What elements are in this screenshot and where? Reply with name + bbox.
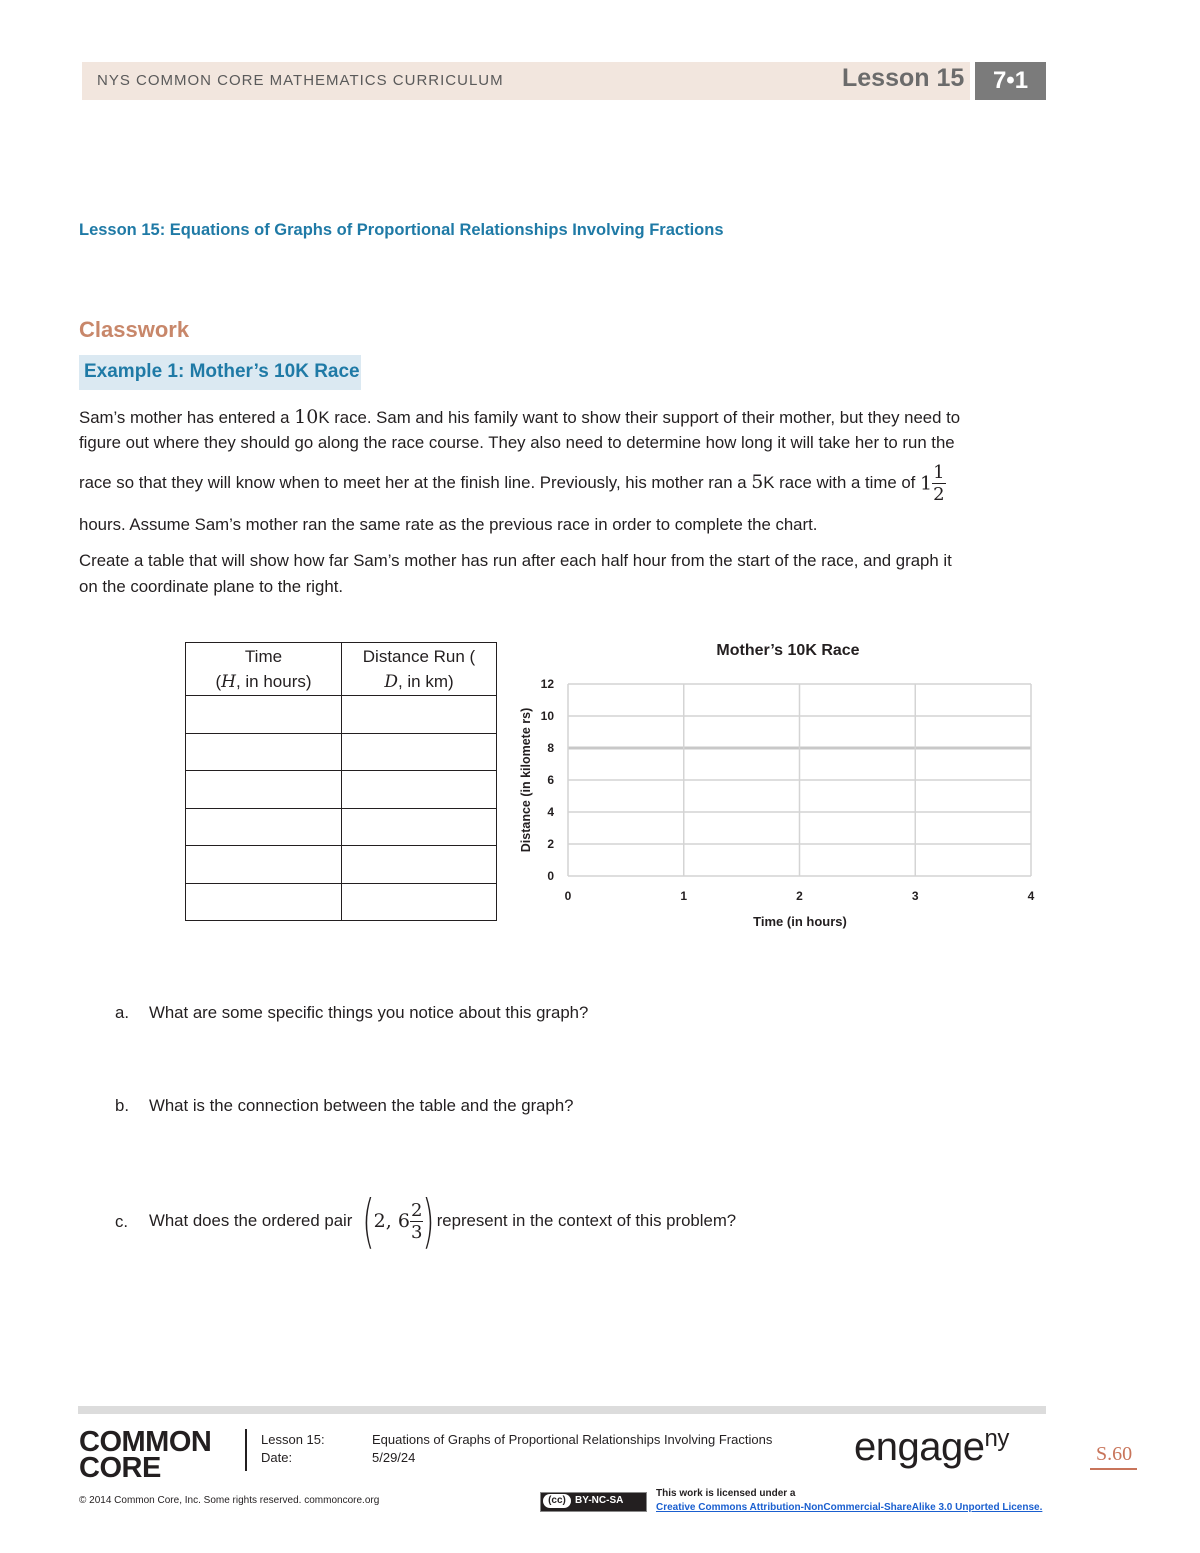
grade-module-badge: 7•1 bbox=[975, 62, 1046, 100]
text-run: Sam’s mother has entered a bbox=[79, 408, 295, 427]
paragraph-line: Create a table that will show how far Sam’s mother has run after each half hour from the start of the race, and graph it bbox=[79, 551, 952, 570]
variable-h: H bbox=[221, 671, 236, 692]
math-number: 5 bbox=[751, 470, 764, 493]
y-tick-label: 2 bbox=[547, 837, 554, 851]
lesson-title: Lesson 15: Equations of Graphs of Proportional Relationships Involving Fractions bbox=[79, 221, 724, 239]
header-text: Distance Run ( bbox=[362, 646, 476, 666]
table-cell-distance[interactable] bbox=[342, 883, 497, 921]
table-row bbox=[186, 846, 497, 884]
engageny-logo bbox=[854, 1425, 1009, 1470]
close-paren: ) bbox=[422, 1187, 435, 1255]
table-cell-distance[interactable] bbox=[342, 733, 497, 771]
variable-d: D bbox=[384, 671, 398, 692]
fraction-numerator: 1 bbox=[933, 462, 945, 483]
chart-title: Mother’s 10K Race bbox=[716, 642, 860, 659]
example-title: Example 1: Mother’s 10K Race bbox=[84, 361, 360, 382]
table-cell-time[interactable] bbox=[186, 733, 342, 771]
question-c-label: c. bbox=[115, 1212, 129, 1231]
fraction-denominator: 3 bbox=[410, 1221, 423, 1243]
header-text: , in hours) bbox=[235, 671, 312, 691]
table-row bbox=[186, 696, 497, 734]
paragraph-line bbox=[79, 407, 960, 428]
footer-date-value: 5/29/24 bbox=[372, 1450, 416, 1465]
text-run: K race. Sam and his family want to show their support of their mother, but they need to bbox=[318, 408, 961, 427]
ny-text: ny bbox=[984, 1425, 1009, 1452]
cc-license-badge[interactable] bbox=[540, 1492, 647, 1512]
pair-x-and-whole: 2, 6 bbox=[373, 1210, 410, 1232]
x-tick-label: 1 bbox=[680, 889, 688, 903]
table-cell-time[interactable] bbox=[186, 696, 342, 734]
y-tick-label: 4 bbox=[547, 805, 554, 819]
question-a-label: a. bbox=[115, 1003, 129, 1022]
table-header-distance bbox=[342, 643, 497, 696]
table-cell-distance[interactable] bbox=[342, 771, 497, 809]
paragraph-line bbox=[79, 462, 946, 505]
paragraph-line: on the coordinate plane to the right. bbox=[79, 577, 344, 596]
license-link[interactable]: Creative Commons Attribution-NonCommercial-ShareAlike 3.0 Unported License. bbox=[656, 1502, 1043, 1513]
table-header-time bbox=[186, 643, 342, 696]
common-core-logo: COMMON bbox=[79, 1426, 212, 1458]
text-run: What does the ordered pair bbox=[149, 1211, 358, 1230]
section-heading: Classwork bbox=[79, 317, 190, 342]
y-tick-label: 0 bbox=[547, 869, 554, 883]
y-tick-label: 8 bbox=[547, 741, 554, 755]
x-axis-label: Time (in hours) bbox=[753, 914, 847, 929]
fraction-denominator: 2 bbox=[933, 484, 945, 505]
x-tick-label: 4 bbox=[1027, 889, 1035, 903]
header-text: , in km) bbox=[397, 671, 454, 691]
page-number: S.60 bbox=[1090, 1443, 1137, 1470]
y-tick-label: 12 bbox=[540, 677, 554, 691]
header-text: ( bbox=[215, 671, 222, 691]
copyright: © 2014 Common Core, Inc. Some rights reserved. commoncore.org bbox=[79, 1495, 380, 1506]
table-row bbox=[186, 771, 497, 809]
y-tick-label: 10 bbox=[540, 709, 554, 723]
table-cell-distance[interactable] bbox=[342, 696, 497, 734]
engage-text: engage bbox=[854, 1425, 985, 1469]
question-c-text bbox=[149, 1189, 736, 1253]
license-text: This work is licensed under a bbox=[656, 1488, 796, 1499]
text-run: race so that they will know when to meet her at the finish line. Previously, his mother ran a bbox=[79, 472, 752, 492]
footer-lesson-label: Lesson 15: bbox=[261, 1432, 325, 1447]
text-run: represent in the context of this problem? bbox=[432, 1211, 737, 1230]
question-b-label: b. bbox=[115, 1096, 129, 1115]
footer-divider bbox=[78, 1406, 1046, 1414]
text-run: K race with a time of bbox=[763, 472, 920, 492]
fraction-numerator: 2 bbox=[410, 1199, 423, 1221]
badge-text: BY-NC-SA bbox=[575, 1495, 624, 1506]
x-tick-label: 0 bbox=[564, 889, 572, 903]
x-tick-label: 3 bbox=[911, 889, 919, 903]
header-text: Time bbox=[244, 646, 283, 666]
chart-ticks bbox=[541, 677, 1035, 903]
mixed-number-whole: 1 bbox=[919, 472, 933, 495]
table-cell-time[interactable] bbox=[186, 808, 342, 846]
time-distance-table bbox=[185, 642, 497, 921]
table-cell-distance[interactable] bbox=[342, 808, 497, 846]
y-axis-label: Distance (in kilomete rs) bbox=[519, 707, 533, 853]
table-cell-distance[interactable] bbox=[342, 846, 497, 884]
footer-lesson-value: Equations of Graphs of Proportional Relationships Involving Fractions bbox=[372, 1432, 773, 1447]
footer-separator bbox=[245, 1429, 247, 1471]
common-core-logo: CORE bbox=[79, 1452, 161, 1484]
paragraph-line: hours. Assume Sam’s mother ran the same rate as the previous race in order to complete the chart. bbox=[79, 515, 818, 534]
table-cell-time[interactable] bbox=[186, 883, 342, 921]
paragraph-line: figure out where they should go along the race course. They also need to determine how long it will take her to run the bbox=[79, 433, 955, 452]
table-cell-time[interactable] bbox=[186, 771, 342, 809]
lesson-number: Lesson 15 bbox=[842, 64, 965, 92]
fraction bbox=[932, 462, 945, 505]
table-row bbox=[186, 883, 497, 921]
cc-icon: (cc) bbox=[543, 1494, 571, 1508]
table-row bbox=[186, 733, 497, 771]
open-paren: ( bbox=[362, 1187, 375, 1255]
x-tick-label: 2 bbox=[796, 889, 803, 903]
curriculum-title: NYS COMMON CORE MATHEMATICS CURRICULUM bbox=[97, 72, 504, 89]
chart-grid bbox=[568, 684, 1031, 876]
footer-date-label: Date: bbox=[261, 1450, 293, 1465]
math-number: 10 bbox=[294, 406, 319, 428]
question-a-text: What are some specific things you notice about this graph? bbox=[149, 1003, 589, 1022]
table-row bbox=[186, 808, 497, 846]
race-chart bbox=[510, 632, 1050, 937]
y-tick-label: 6 bbox=[547, 773, 554, 787]
question-b-text: What is the connection between the table and the graph? bbox=[149, 1096, 574, 1115]
table-cell-time[interactable] bbox=[186, 846, 342, 884]
